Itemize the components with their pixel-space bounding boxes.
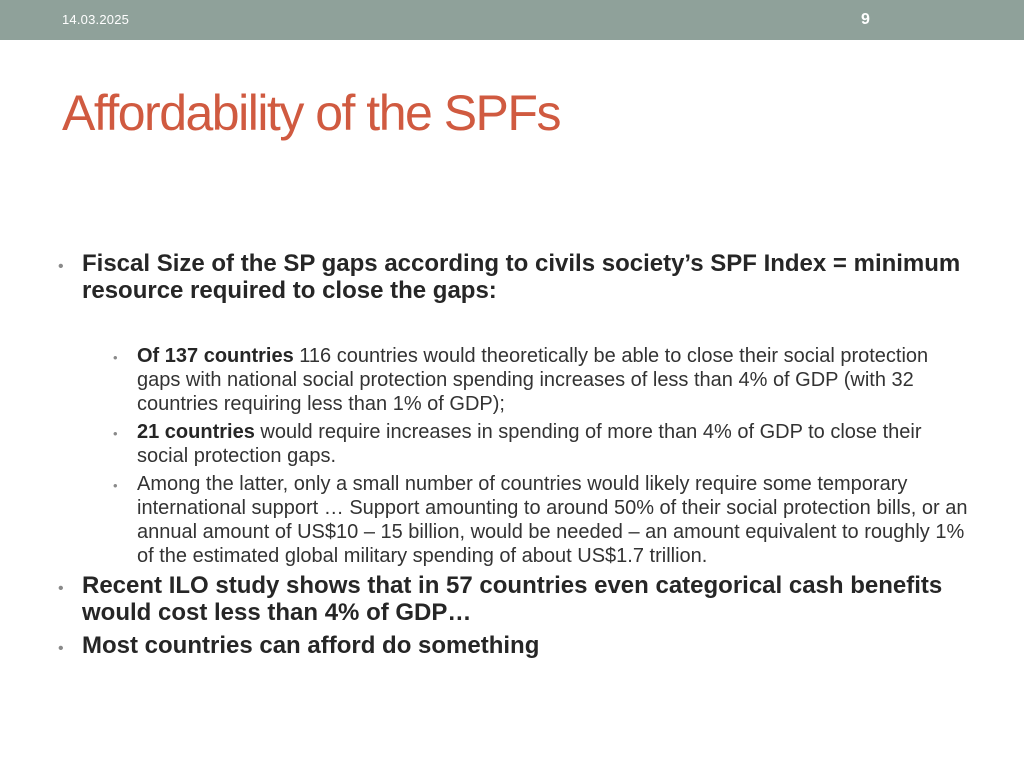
bullet-text: Fiscal Size of the SP gaps according to civils society’s SPF Index = minimum resource required to close the gaps: <box>82 250 961 304</box>
header-bar <box>0 0 1024 40</box>
bullet-dot-icon: • <box>58 258 64 275</box>
bullet-fiscal-size <box>58 250 968 568</box>
bullet-dot-icon: • <box>113 426 118 441</box>
sub-bullet-text: would require increases in spending of more than 4% of GDP to close their social protection gaps. <box>137 421 922 467</box>
sub-bullet-bold: 21 countries <box>137 421 255 443</box>
bullet-dot-icon: • <box>58 580 64 597</box>
slide-content <box>58 250 968 659</box>
sub-bullet-137-countries <box>113 344 968 416</box>
sub-bullet-21-countries <box>113 420 968 468</box>
bullet-dot-icon: • <box>58 640 64 657</box>
sub-bullet-text: 116 countries would theoretically be able to close their social protection gaps with national social protection spending increases of less than 4% of GDP (with 32 countries requiring less than 1% of GDP); <box>137 345 929 415</box>
bullet-ilo-study <box>58 572 968 626</box>
bullet-dot-icon: • <box>113 350 118 365</box>
bullet-text: Most countries can afford do something <box>82 632 540 659</box>
bullet-text: Recent ILO study shows that in 57 countries even categorical cash benefits would cost less than 4% of GDP… <box>82 572 943 626</box>
slide-title: Affordability of the SPFs <box>62 85 560 141</box>
sub-bullet-bold: Of 137 countries <box>137 345 294 367</box>
bullet-dot-icon: • <box>113 478 118 493</box>
slide-date: 14.03.2025 <box>62 12 130 27</box>
sub-bullet-text: Among the latter, only a small number of countries would likely require some temporary international support … Support amounting to around 50% of their social protection bills, or an annual amount of US$10 – 15 billion, would be needed – an amount equivalent to roughly 1% of the estimated global military spending of about US$1.7 trillion. <box>137 473 968 567</box>
bullet-list <box>58 250 968 659</box>
sub-bullet-list <box>113 344 968 568</box>
sub-bullet-international-support <box>113 472 968 568</box>
slide-number: 9 <box>861 11 870 28</box>
bullet-afford <box>58 632 968 659</box>
